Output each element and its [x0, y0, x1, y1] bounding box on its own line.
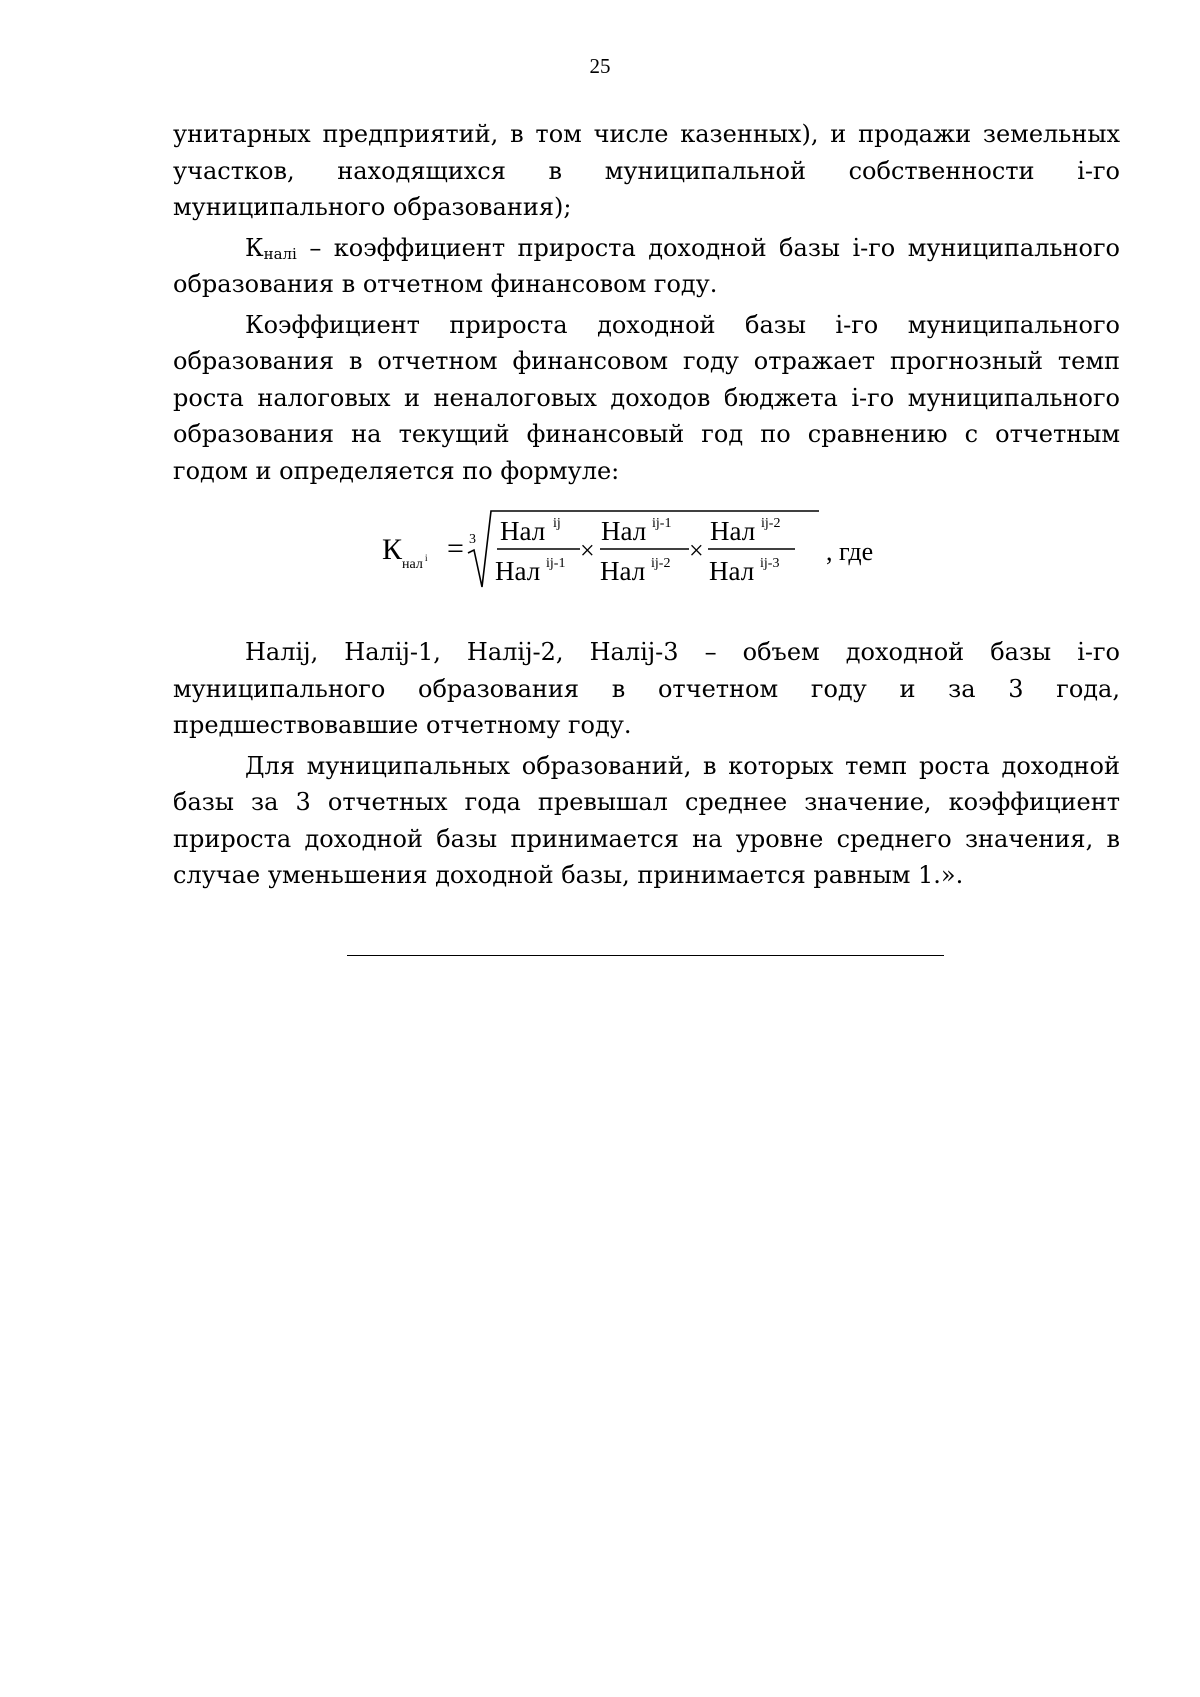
term-k-subscript: налi: [263, 244, 297, 263]
formula-lhs-sub-sup: i: [425, 553, 428, 563]
definition-text: – коэффициент прироста доходной базы i-го муниципального образования в отчетном финансовом году.: [173, 233, 1120, 298]
frac1-denominator: Нал: [495, 556, 541, 586]
paragraph-continuation: унитарных предприятий, в том числе казенных), и продажи земельных участков, находящихся в муниципальной собственности i-го муниципального образования);: [173, 120, 1120, 221]
frac2-denominator-sup: ij-2: [651, 556, 671, 571]
frac3-numerator: Нал: [710, 516, 756, 546]
formula-lhs-base: К: [382, 533, 403, 566]
page-number: 25: [589, 54, 611, 78]
separator-line: [347, 955, 944, 956]
frac2-numerator-sup: ij-1: [652, 516, 672, 531]
frac1-numerator-sup: ij: [553, 516, 561, 531]
formula-suffix: , где: [826, 537, 874, 566]
frac2-denominator: Нал: [600, 556, 646, 586]
main-text: [173, 116, 1120, 489]
frac1-denominator-sup: ij-1: [546, 556, 566, 571]
paragraph-coefficient-description: Коэффициент прироста доходной базы i-го муниципального образования в отчетном финансовом году отражает прогнозный темп роста налоговых и неналоговых доходов бюджета i-го муниципального образования на текущий финансовый год по сравнению с отчетным годом и определяется по формуле:: [173, 310, 1120, 485]
formula-lhs-sub: нал: [402, 557, 423, 572]
frac3-denominator: Нал: [709, 556, 755, 586]
frac3-numerator-sup: ij-2: [761, 516, 781, 531]
paragraph-average-rule: Для муниципальных образований, в которых темп роста доходной базы за 3 отчетных года превышал среднее значение, коэффициент прироста доходной базы принимается на уровне среднего значения, в случае уменьшения доходной базы, принимается равным 1.».: [173, 751, 1120, 889]
formula-svg: [380, 505, 900, 595]
lower-text: [173, 634, 1120, 894]
times-2: ×: [689, 536, 704, 565]
formula-equals: =: [447, 532, 464, 565]
formula-knal: [380, 505, 900, 595]
times-1: ×: [580, 536, 595, 565]
formula-root-index: 3: [469, 532, 476, 547]
paragraph-nal-definition: Налij, Налij-1, Налij-2, Налij-3 – объем доходной базы i-го муниципального образования в отчетном году и за 3 года, предшествовавшие отчетному году.: [173, 638, 1120, 739]
term-k: К: [245, 233, 264, 262]
frac2-numerator: Нал: [601, 516, 647, 546]
frac1-numerator: Нал: [500, 516, 546, 546]
frac3-denominator-sup: ij-3: [760, 556, 780, 571]
paragraph-definition-knal: [173, 230, 1120, 303]
